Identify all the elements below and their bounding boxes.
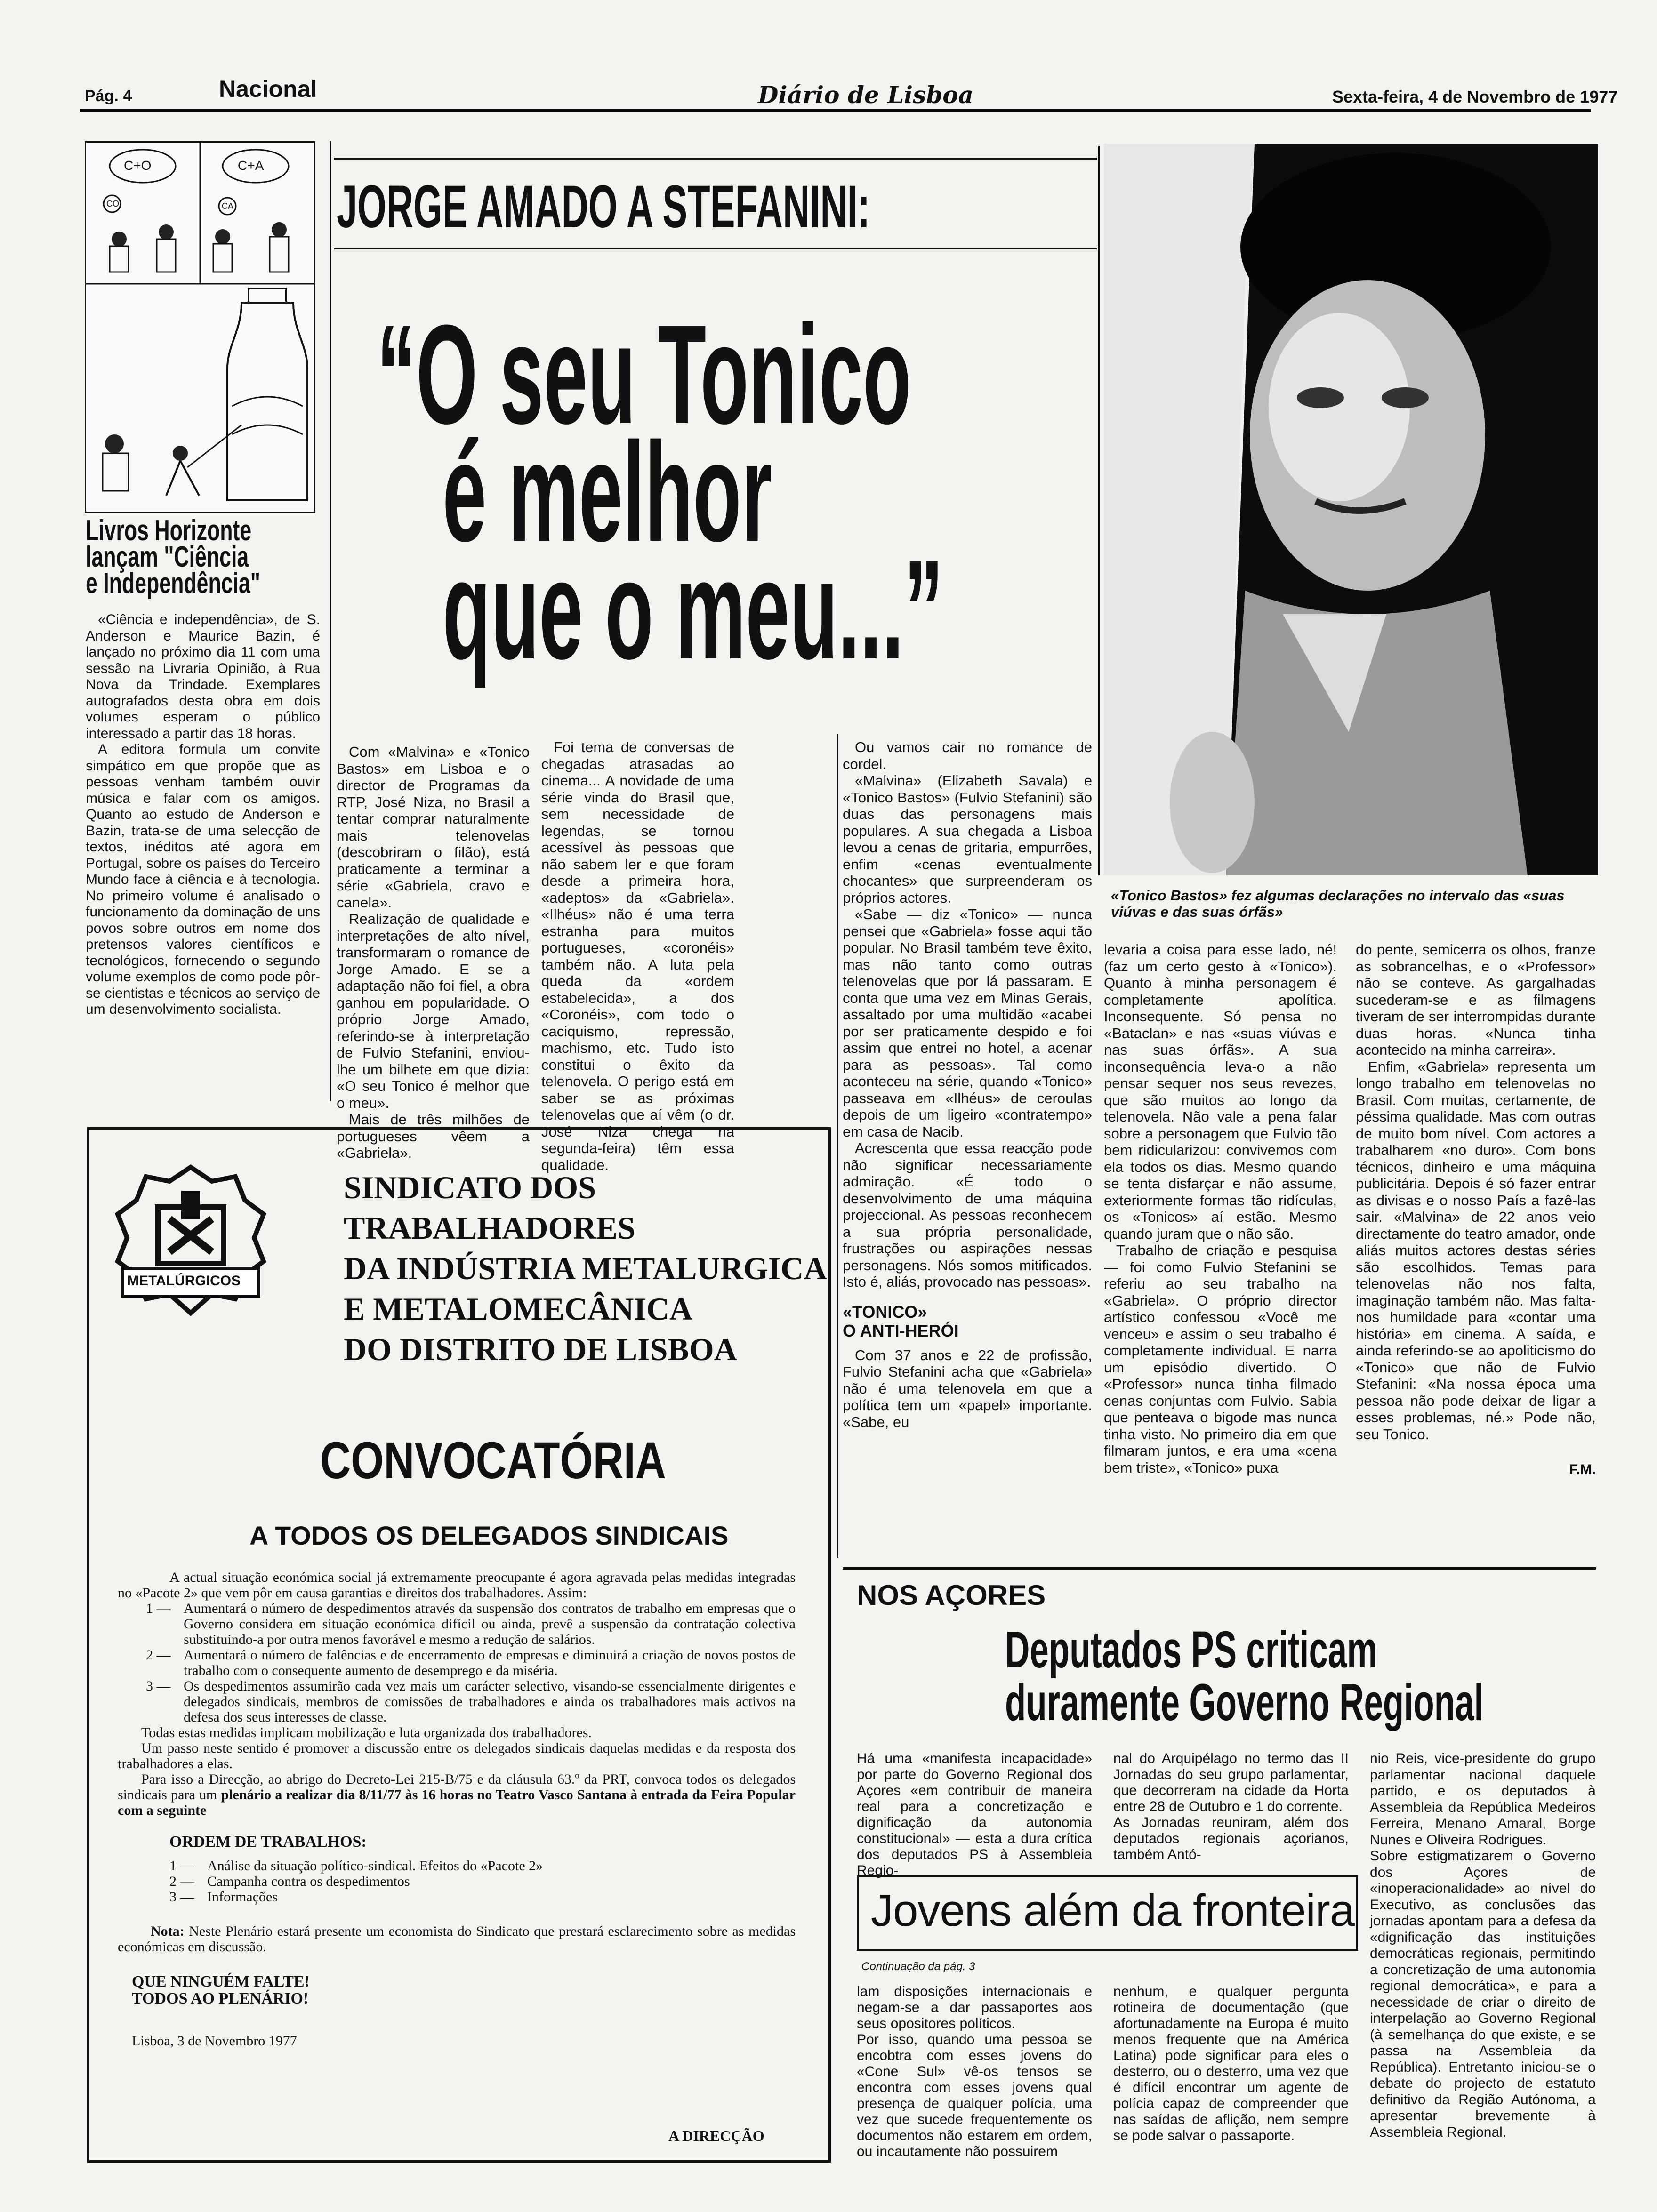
main-paragraph: Enfim, «Gabriela» representa um longo trabalho em telenovelas no Brasil. Com muitas, certamente, de péssima qualidade. Mas com outras de muito bom nível. Com actores a trabalharem «no duro». Com bons técnicos, dinheiro e uma máquina publicitária. Depois é só fazer entrar as divisas e o nosso País a fazê-las sair. «Malvina» de 22 anos veio directamente do teatro amador, onde aliás muitos actores destas séries são escolhidos. Temas para telenovelas não nos falta, imaginação também não. Mas falta-nos humildade para «contar uma história» em cinema. A saída, e ainda referindo-se ao apoliticismo do «Tonico» que não de Fulvio Stefanini: «Na nossa época uma pessoa não pode deixar de ligar a esses problemas, né.» Pode não, seu Tonico. [1356, 1058, 1596, 1443]
ad-point [146, 1601, 796, 1647]
main-headline-line: “O seu Tonico [377, 295, 911, 453]
ad-point-number: 3 — [146, 1678, 171, 1694]
union-name-line: SINDICATO DOS TRABALHADORES [344, 1170, 635, 1246]
main-paragraph: «Sabe — diz «Tonico» — nunca pensei que «Gabriela» fosse aqui tão popular. No Brasil também teve êxito, mas não tanto como outras telenovelas que por lá passaram. E conta que uma vez em Minas Gerais, assaltado por uma multidão «acabei por ser praticamente despido e foi assim que entrei no hotel, a acenar para as pessoas». Tal como aconteceu na série, quando «Tonico» passeava em «Ilhéus» de ceroulas depois de um ligeiro «contratempo» em casa de Nacib. [843, 906, 1092, 1140]
newspaper-name: Diário de Lisboa [758, 81, 974, 109]
main-paragraph: Mais de três milhões de portugueses vêem a «Gabriela». [337, 1111, 530, 1161]
acores-kicker: NOS AÇORES [857, 1579, 1046, 1611]
main-paragraph: Com 37 anos e 22 de profissão, Fulvio Stefanini acha que «Gabriela» não é uma telenovela em que a política tem um «papel» importante. «Sabe, eu [843, 1346, 1092, 1430]
ad-point [146, 1647, 796, 1678]
agenda-text: Análise da situação político-sindical. Efeitos do «Pacote 2» [207, 1858, 543, 1874]
main-paragraph: do pente, semicerra os olhos, franze as sobrancelhas, e o «Professor» não se conteve. As gargalhadas sucederam-se e as filmagens tiveram de ser interrompidas durante duas horas. «Nunca tinha acontecido na minha carreira». [1356, 941, 1596, 1058]
tonico-bastos-photo [1104, 144, 1598, 875]
column-rule [330, 141, 331, 1101]
union-ad-box [87, 1127, 831, 2163]
union-name [344, 1167, 828, 1370]
issue-date: Sexta-feira, 4 de Novembro de 1977 [1332, 87, 1618, 106]
main-paragraph: «Malvina» (Elizabeth Savala) e «Tonico Bastos» (Fulvio Stefanini) são duas das personagens mais populares. A sua chegada a Lisboa levou a cenas de gritaria, empurrões, enfim «cenas eventualmente chocantes» que surpreenderam os próprios actores. [843, 772, 1092, 906]
main-paragraph: Realização de qualidade e interpretações de alto nível, transformaram o romance de Jorge Amado. E se a adaptação não foi fiel, a obra ganhou em popularidade. O próprio Jorge Amado, referindo-se à interpretação de Fulvio Stefanini, enviou-lhe um bilhete em que dizia: «O seu Tonico é melhor que o meu». [337, 911, 530, 1111]
agenda-number: 3 — [169, 1889, 194, 1905]
ad-convocation-bold: plenário a realizar dia 8/11/77 às 16 horas no Teatro Vasco Santana à entrada da Feira Popular com a seguinte [118, 1787, 796, 1818]
cartoon-bubble-left: CO [106, 199, 119, 208]
subhead-line: O ANTI-HERÓI [843, 1321, 959, 1340]
page-number: Pág. 4 [85, 87, 132, 105]
union-name-line: DO DISTRITO DE LISBOA [344, 1331, 737, 1367]
main-paragraph: levaria a coisa para esse lado, né! (faz um certo gesto à «Tonico»). Quanto à minha personagem é completamente apolítica. Inconsequente. Só pensa no «Bataclan» e nas «suas viúvas e nas suas órfãs». A sua inconsequência leva-o a não pensar sequer nos seus revezes, que são muitos ao longo da telenovela. Não vale a pena falar sobre a personagem que Fulvio tão bem ridicularizou: convivemos com ela todos os dias. Mesmo quando se tenta disfarçar e não assume, exteriormente formas tão ridículas, os «Tonicos» aí estão. Mesmo quando juram que o não são. [1104, 941, 1337, 1242]
jovens-column-2: nenhum, e qualquer pergunta rotineira de documentação (que afortunadamente na Europa é muito menos frequente que na América Latina) pode significar para eles o desterro, ou o desterro, uma vez que é difícil encontrar um agente de polícia capaz de compreender que nas saídas de aflição, nem sempre se pode salvar o passaporte. [1113, 1984, 1349, 2143]
acores-column-2: nal do Arquipélago no termo das II Jornadas do seu grupo parlamentar, que decorreram na cidade da Horta entre 28 de Outubro e 1 do corrente. As Jornadas reuniram, além dos deputados regionais açorianos, também Antó- [1113, 1751, 1349, 1862]
livros-headline-line: e Independência" [86, 567, 260, 600]
portrait-drawing [1104, 144, 1598, 875]
livros-headline [86, 514, 330, 600]
livros-headline-line: lançam "Ciência [86, 541, 249, 573]
acores-headline-line: Deputados PS criticam [1005, 1621, 1377, 1679]
subhead-line: «TONICO» [843, 1302, 927, 1322]
main-column-1 [337, 744, 530, 1162]
ad-subtitle: A TODOS OS DELEGADOS SINDICAIS [249, 1521, 729, 1550]
main-paragraph: Com «Malvina» e «Tonico Bastos» em Lisboa e o director de Programas da RTP, José Niza, no Brasil a tentar comprar naturalmente mais telenovelas (descobriram o filão), está praticamente a terminar a série «Gabriela, cravo e canela». [337, 744, 530, 911]
ad-point-text: Aumentará o número de despedimentos através da suspensão dos contratos de trabalho em empresas que o Governo considera em situação económica difícil ou ainda, prevê a suspensão da contratação colectiva substituindo-a por outra menos favorável e mesmo a redução de salários. [184, 1601, 796, 1647]
ad-convocation-text: Para isso a Direcção, ao abrigo do Decreto-Lei 215-B/75 e da cláusula 63.º da PRT, convoca todos os delegados sindicais para um [118, 1771, 796, 1803]
anti-heroi-subhead [843, 1303, 1092, 1340]
agenda-list [169, 1858, 796, 1905]
column-rule [837, 734, 838, 1558]
ad-closing-line: QUE NINGUÉM FALTE! [132, 1973, 310, 1990]
agenda-item [169, 1874, 796, 1889]
cartoon-drawing [86, 143, 314, 512]
livros-headline-line: Livros Horizonte [86, 514, 252, 547]
livros-paragraph: «Ciência e independência», de S. Anderson e Maurice Bazin, é lançado no próximo dia 11 com uma sessão na Livraria Opinião, à Rua Nova da Trindade. Exemplares autografados desta obra em dois volumes esperam o público interessado a partir das 18 horas. [86, 612, 320, 741]
ad-body [118, 1570, 796, 2049]
ad-place-date: Lisboa, 3 de Novembro 1977 [132, 2033, 297, 2049]
kicker-rule-bottom [334, 248, 1097, 249]
ad-note-label: Nota: [151, 1923, 185, 1939]
ad-point-text: Os despedimentos assumirão cada vez mais um carácter selectivo, visando-se essencialmente dirigentes e delegados sindicais, membros de comissões de trabalhadores e ainda os trabalhadores mais activos na defesa dos seus interesses de classe. [184, 1678, 796, 1725]
agenda-item [169, 1858, 796, 1874]
masthead-rule [80, 109, 1591, 112]
jovens-continued: Continuação da pág. 3 [861, 1960, 975, 1973]
ad-note [118, 1923, 796, 1955]
ad-closing [132, 1973, 796, 2007]
cartoon-strip [85, 141, 315, 513]
ad-point-text: Aumentará o número de falências e de encerramento de empresas e diminuirá a criação de novos postos de trabalho com o consequente aumento de desemprego e da miséria. [184, 1647, 796, 1678]
main-headline-line: que o meu...” [442, 530, 944, 689]
acores-column-3: nio Reis, vice-presidente do grupo parlamentar nacional daquele partido, e os deputados à Assembleia da República Medeiros Ferreira, Menano Amaral, Borge Nunes e Oliveira Rodrigues. Sobre estigmatizarem o Governo dos Açores de «inoperacionalidade» ao nível do Executivo, as conclusões das jornadas apontam para a defesa da «dignificação das instituições democráticas regionais, permitindo a concretização de uma autonomia regional democrática», e para a necessidade de criar o direito de interpelação ao Governo Regional (à semelhança do que existe, e se passa na Assembleia da República). Entretanto iniciou-se o debate do projecto de estatuto definitivo da Região Autónoma, a apresentar brevemente à Assembleia Regional. [1370, 1751, 1596, 2140]
agenda-text: Informações [207, 1889, 278, 1905]
acores-headline-line: duramente Governo Regional [1005, 1674, 1484, 1731]
ad-point-number: 2 — [146, 1647, 171, 1663]
main-paragraph: Trabalho de criação e pesquisa — foi como Fulvio Stefanini se referiu ao seu trabalho na «Gabriela». O próprio director artístico confessou «Você me venceu» e assim o seu trabalho é completamente individual. E narra um episódio divertido. O «Professor» nunca tinha filmado cenas conjuntas com Fulvio. Sabia que penteava o bigode mas nunca tinha visto. No primeiro dia em que filmaram juntos, e era uma «cena bem triste», «Tonico» puxa [1104, 1242, 1337, 1476]
main-paragraph: Foi tema de conversas de chegadas atrasadas ao cinema... A novidade de uma série vinda do Brasil que, sem necessidade de legendas, se tornou acessível às pessoas que não sabem ler e que foram desde a primeira hora, «adeptos» da «Gabriela». «Ilhéus» não é uma terra estranha para muitos portugueses, «coronéis» também não. A luta pela queda da «ordem estabelecida», a dos «Coronéis», com todo o caciquismo, repressão, machismo, etc. Tudo isto constitui o êxito da telenovela. O perigo está em saber se as próximas telenovelas que aí vêm (o dr. José Niza chega na segunda-feira) têm essa qualidade. [541, 739, 734, 1173]
union-name-line: DA INDÚSTRIA METALURGICA [344, 1250, 827, 1286]
author-signature: F.M. [1569, 1462, 1596, 1477]
ad-note-text: Neste Plenário estará presente um economista do Sindicato que prestará esclarecimento sobre as medidas económicas em discussão. [118, 1923, 796, 1955]
agenda-text: Campanha contra os despedimentos [207, 1874, 410, 1889]
photo-caption: «Tonico Bastos» fez algumas declarações no intervalo das «suas viúvas e das suas órfãs» [1111, 887, 1565, 920]
jovens-headline: Jovens além da fronteira [871, 1885, 1355, 1936]
main-paragraph: Ou vamos cair no romance de cordel. [843, 739, 1092, 772]
agenda-title: ORDEM DE TRABALHOS: [169, 1833, 367, 1851]
ad-point [146, 1678, 796, 1725]
ad-title: CONVOCATÓRIA [320, 1432, 666, 1490]
cartoon-label-left: C+O [124, 158, 152, 173]
main-column-4 [1104, 941, 1337, 1476]
ad-intro: A actual situação económica social já extremamente preocupante é agora agravada pelas medidas integradas no «Pacote 2» que vem pôr em causa garantias e direitos dos trabalhadores. Assim: [118, 1570, 796, 1601]
agenda-number: 1 — [169, 1858, 194, 1874]
main-kicker: JORGE AMADO A STEFANINI: [337, 173, 870, 240]
acores-headline [1005, 1621, 1657, 1731]
section-name: Nacional [219, 76, 317, 102]
livros-paragraph: A editora formula um convite simpático em que propõe que as pessoas venham também ouvir música e falar com os amigos. Quanto ao estudo de Anderson e Bazin, trata-se de uma selecção de textos, inéditos até agora em Portugal, sobre os países do Terceiro Mundo face à ciência e à tecnologia. No primeiro volume é analisado o funcionamento da dominação de uns povos sobre outros em nome dos pretensos valores científicos e tecnológicos, fornecendo o segundo volume exemplos de como pode pôr-se cientistas e técnicos ao serviço de um desenvolvimento socialista. [86, 742, 320, 1017]
cartoon-bubble-right: CA [222, 201, 234, 211]
metalurgicos-logo-icon [113, 1162, 268, 1318]
ad-paragraph: Todas estas medidas implicam mobilização e luta organizada dos trabalhadores. [141, 1725, 592, 1740]
main-paragraph: Acrescenta que essa reacção pode não significar necessariamente admiração. «É todo o desenvolvimento de uma máquina projeccional. As pessoas reconhecem a sua própria personalidade, frustrações ou aspirações nessas personagens. Nós somos mitificados. Isto é, aliás, provocado nas pessoas». [843, 1140, 1092, 1290]
ad-point-number: 1 — [146, 1601, 171, 1616]
main-headline-line: é melhor [442, 413, 772, 571]
logo-label: METALÚRGICOS [127, 1273, 241, 1289]
column-rule [1098, 146, 1100, 875]
union-name-line: E METALOMECÂNICA [344, 1291, 693, 1327]
agenda-number: 2 — [169, 1874, 194, 1889]
section-rule [843, 1567, 1596, 1570]
ad-paragraph [118, 1771, 796, 1818]
ad-paragraph: Um passo neste sentido é promover a discussão entre os delegados sindicais daquelas medidas e da resposta dos trabalhadores a elas. [118, 1740, 796, 1771]
agenda-item [169, 1889, 796, 1905]
ad-closing-line: TODOS AO PLENÁRIO! [132, 1990, 309, 2007]
livros-body [86, 612, 320, 1018]
main-column-2 [541, 739, 734, 1173]
jovens-column-1: lam disposições internacionais e negam-se a dar passaportes aos seus opositores políticos. Por isso, quando uma pessoa se encobtra com esses jovens do «Cone Sul» vê-os tensos se encontra com esses jovens qual presença de qualquer polícia, uma vez que sucede frequentemente os documentos não estarem em ordem, ou incautamente não possuirem [857, 1984, 1092, 2159]
main-column-3 [843, 739, 1092, 1430]
cartoon-label-right: C+A [238, 158, 264, 173]
main-column-5 [1356, 941, 1596, 1478]
kicker-rule [334, 158, 1097, 160]
acores-column-1: Há uma «manifesta incapacidade» por parte do Governo Regional dos Açores «em contribuir de maneira real para a concretização e dignificação da autonomia constitucional» — esta a dura crítica dos deputados PS à Assembleia Regio- [857, 1751, 1092, 1878]
ad-signature: A DIRECÇÃO [668, 2127, 764, 2144]
